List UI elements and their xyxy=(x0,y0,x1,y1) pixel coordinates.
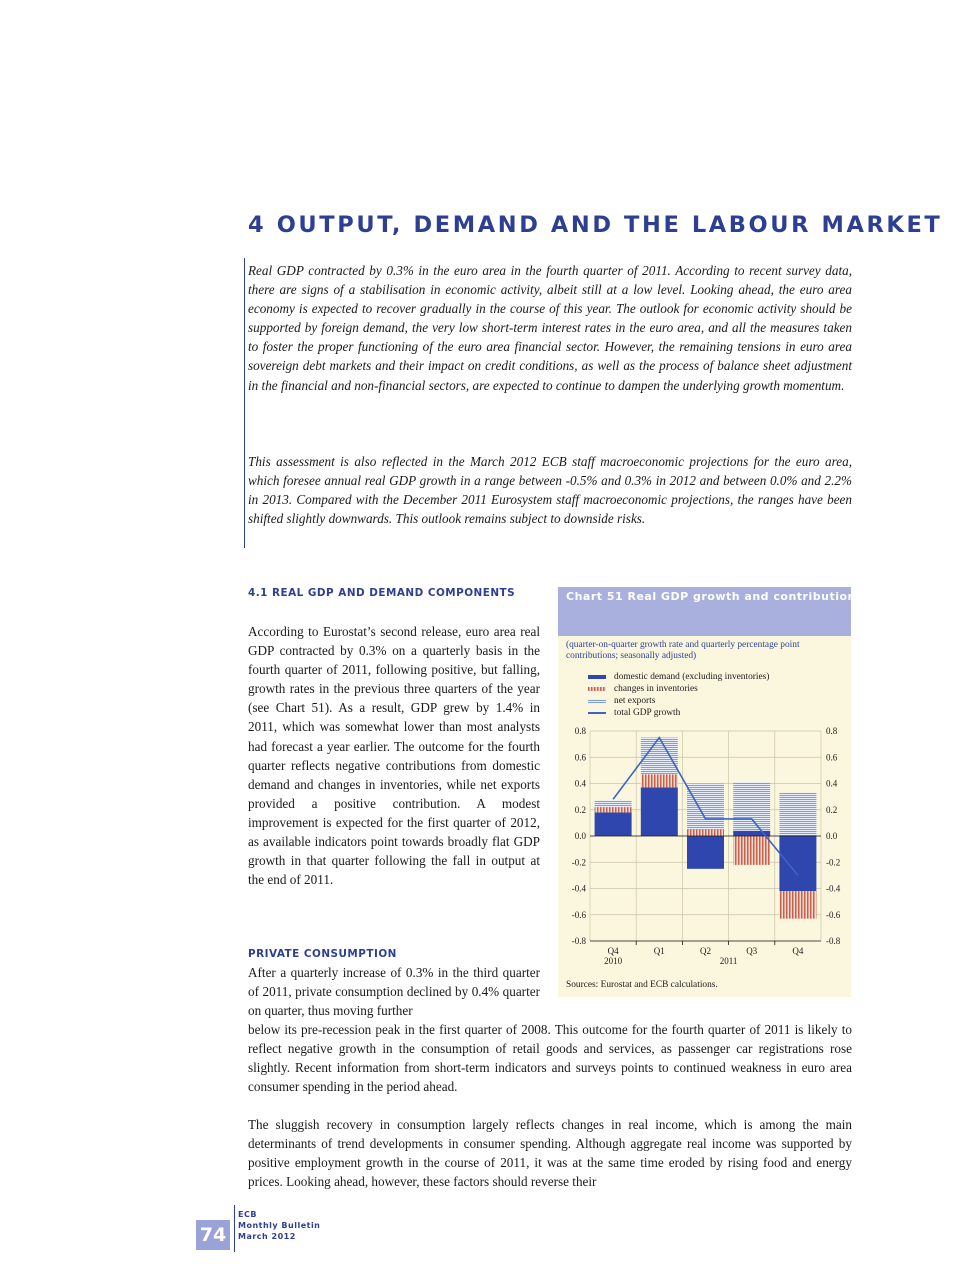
bar-inventories xyxy=(733,836,770,865)
chapter-title: 4 OUTPUT, DEMAND AND THE LABOUR MARKET xyxy=(248,212,943,238)
bar-net-exports xyxy=(779,793,816,836)
x-year-label: 2011 xyxy=(719,956,738,966)
bar-net-exports xyxy=(687,784,724,830)
y-tick-label-left: 0.2 xyxy=(574,804,586,815)
section-heading-private-consumption: PRIVATE CONSUMPTION xyxy=(248,948,397,960)
section-heading-4-1: 4.1 REAL GDP AND DEMAND COMPONENTS xyxy=(248,587,516,599)
summary-paragraph-1: Real GDP contracted by 0.3% in the euro area in the fourth quarter of 2011. According to recent survey data, there are signs of a stabilisation in economic activity, albeit still at a low level. Looking ahead, the euro area economy is expected to recover gradually in the course of this year. The outlook for economic activity should be supported by foreign demand, the very low short-term interest rates in the euro area, and all the measures taken to foster the proper functioning of the euro area financial sector. However, the remaining tensions in euro area sovereign debt markets and their impact on credit conditions, as well as the process of balance sheet adjustment in the financial and non-financial sectors, are expected to continue to dampen the underlying growth momentum. xyxy=(248,263,852,393)
y-tick-label-left: 0.4 xyxy=(574,778,586,789)
bar-domestic-demand xyxy=(687,836,724,869)
chart-51 xyxy=(558,587,863,997)
bar-domestic-demand xyxy=(641,787,678,836)
legend-label-inventories: changes in inventories xyxy=(614,684,698,694)
private-consumption-paragraph-2: The sluggish recovery in consumption largely reflects changes in real income, which is among the main determinants of trend developments in consumer spending. Although aggregate real income was supported by positive employment growth in the course of 2011, it was at the same time eroded by rising food and energy prices. Looking ahead, however, these factors should reverse their xyxy=(248,1117,852,1190)
y-tick-label-right: 0.2 xyxy=(826,804,838,815)
legend-label-net-exports: net exports xyxy=(614,696,656,706)
y-tick-label-right: -0.2 xyxy=(826,857,841,868)
bar-net-exports xyxy=(595,801,632,808)
legend-label-domestic-demand: domestic demand (excluding inventories) xyxy=(614,672,770,682)
x-tick-label: Q1 xyxy=(653,946,665,956)
summary-paragraph-2: This assessment is also reflected in the March 2012 ECB staff macroeconomic projections for the euro area, which foresee annual real GDP growth in a range between -0.5% and 0.3% in 2012 and between 0.0% and 2.2% in 2013. Compared with the December 2011 Eurosystem staff macroeconomic projections, the ranges have been shifted slightly downwards. This outlook remains subject to downside risks. xyxy=(248,454,852,527)
y-tick-label-left: -0.6 xyxy=(571,909,586,920)
y-tick-label-left: -0.4 xyxy=(571,883,586,894)
y-tick-label-left: -0.8 xyxy=(571,936,586,946)
footer-line-bulletin: Monthly Bulletin xyxy=(238,1221,321,1230)
legend-label-total-gdp: total GDP growth xyxy=(614,708,681,718)
bar-domestic-demand xyxy=(595,812,632,836)
chart-sources: Sources: Eurostat and ECB calculations. xyxy=(566,980,718,990)
page-number: 74 xyxy=(196,1220,230,1250)
chart-subtitle: (quarter-on-quarter growth rate and quarterly percentage point contributions; seasonally adjusted) xyxy=(566,640,800,661)
y-tick-label-right: -0.6 xyxy=(826,909,841,920)
y-tick-label-left: 0.0 xyxy=(574,831,586,841)
bar-domestic-demand xyxy=(779,836,816,891)
chart-plot xyxy=(558,587,851,997)
y-tick-label-left: 0.6 xyxy=(574,752,586,763)
bar-inventories xyxy=(779,891,816,919)
bar-inventories xyxy=(595,807,632,812)
y-tick-label-right: 0.0 xyxy=(826,831,838,841)
y-tick-label-right: 0.6 xyxy=(826,752,838,763)
x-tick-label: Q4 xyxy=(607,946,619,956)
summary-rule xyxy=(244,258,245,548)
y-tick-label-right: 0.8 xyxy=(826,726,838,736)
x-year-label: 2010 xyxy=(604,956,623,966)
private-consumption-paragraph-continued: below its pre-recession peak in the first quarter of 2008. This outcome for the fourth quarter of 2011 is likely to reflect negative growth in the consumption of retail goods and services, as passenger car registrations rose slightly. Recent information from short-term indicators and surveys points to continued weakness in euro area consumer spending in the period ahead. xyxy=(248,1022,852,1095)
footer-rule xyxy=(234,1205,235,1252)
y-tick-label-left: 0.8 xyxy=(574,726,586,736)
private-consumption-paragraph-start: After a quarterly increase of 0.3% in the third quarter of 2011, private consumption declined by 0.4% quarter on quarter, thus moving further xyxy=(248,965,540,1019)
chart-title: Chart 51 Real GDP growth and contributions xyxy=(566,590,863,603)
footer-line-date: March 2012 xyxy=(238,1232,296,1241)
bar-inventories xyxy=(687,829,724,836)
y-tick-label-left: -0.2 xyxy=(571,857,586,868)
x-tick-label: Q4 xyxy=(792,946,804,956)
y-tick-label-right: 0.4 xyxy=(826,778,838,789)
footer-line-ecb: ECB xyxy=(238,1210,257,1219)
bar-net-exports xyxy=(733,782,770,831)
y-tick-label-right: -0.4 xyxy=(826,883,841,894)
x-tick-label: Q2 xyxy=(700,946,711,956)
bar-inventories xyxy=(641,774,678,787)
y-tick-label-right: -0.8 xyxy=(826,936,841,946)
section-4-1-paragraph: According to Eurostat’s second release, euro area real GDP contracted by 0.3% on a quarterly basis in the fourth quarter of 2011, following positive, but falling, growth rates in the previous three quarters of the year (see Chart 51). As a result, GDP grew by 1.4% in 2011, which was somewhat lower than most analysts had forecast a year earlier. The outcome for the fourth quarter reflects negative contributions from domestic demand and changes in inventories, while net exports provided a positive contribution. A modest improvement is expected for the first quarter of 2012, as available indicators point towards broadly flat GDP growth in that quarter following the fall in output at the end of 2011. xyxy=(248,624,540,888)
footer-publication xyxy=(238,1209,388,1242)
x-tick-label: Q3 xyxy=(746,946,758,956)
